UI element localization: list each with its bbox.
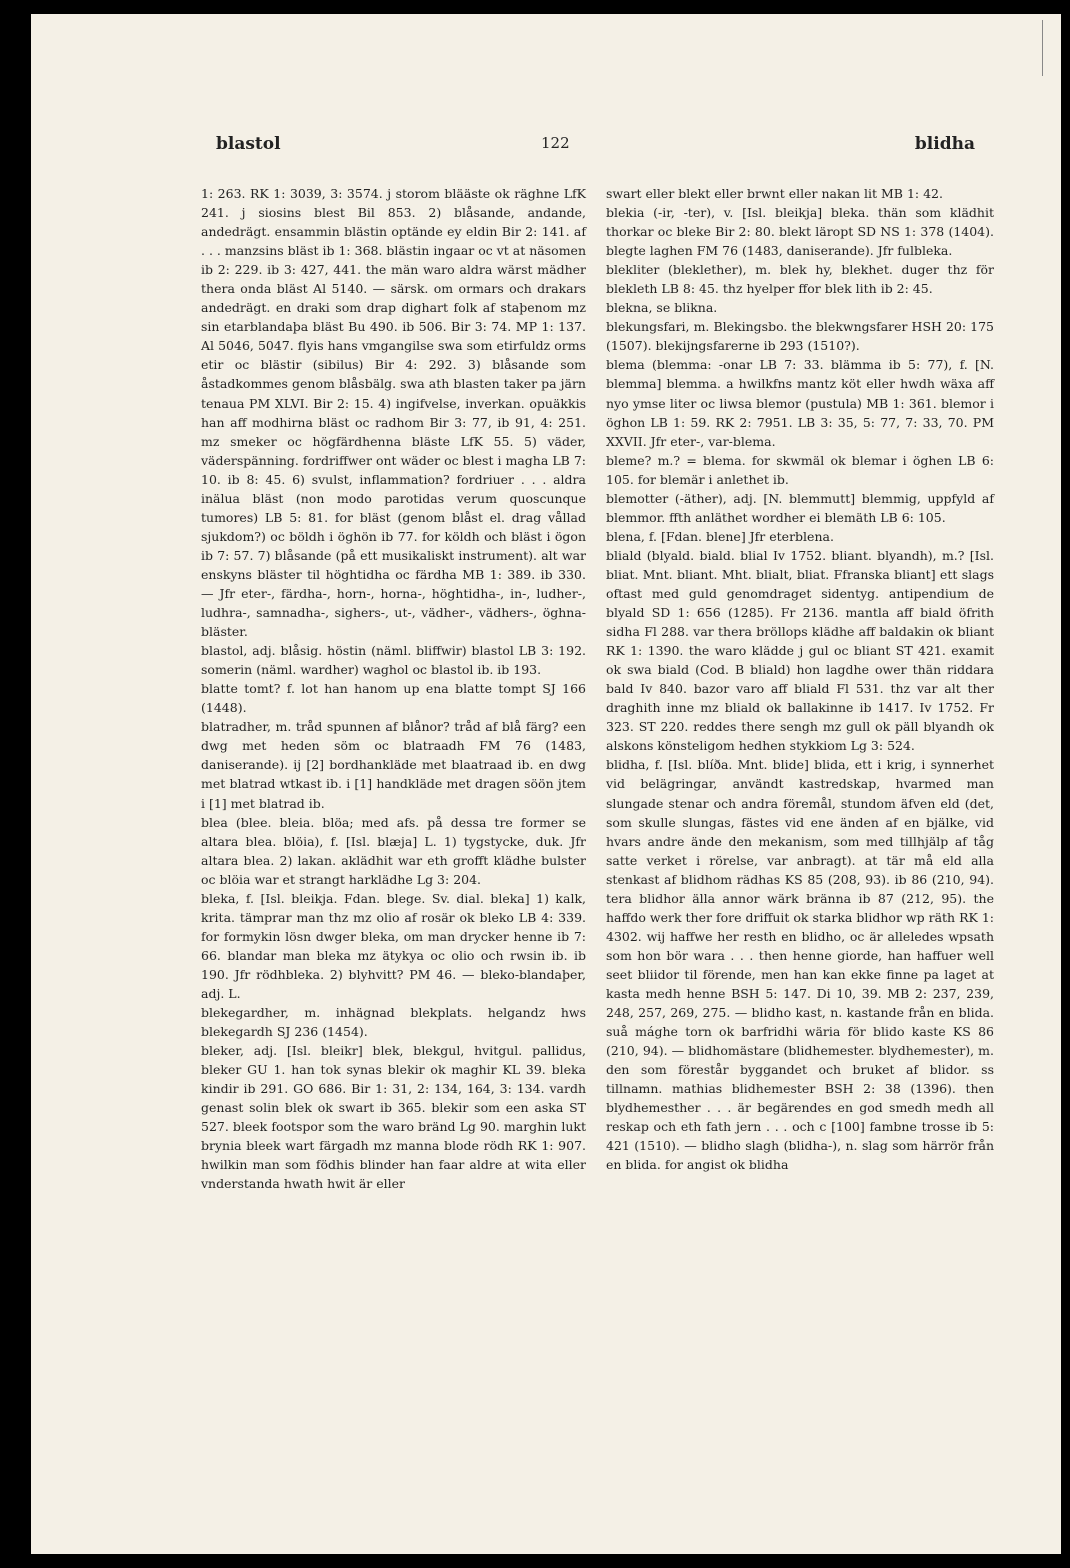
entry-paragraph: bleme? m.? = blema. for skwmäl ok blemar i öghen LB 6: 105. for blemär i anlethet ib. — [606, 452, 994, 487]
left-column — [201, 184, 586, 1193]
entry-paragraph: bliald (blyald. biald. blial Iv 1752. bliant. blyandh), m.? [Isl. bliat. Mnt. bliant. Mht. blialt, bliat. Ffranska bliant] ett slags oftast med guld genomdraget sidentyg. antipendium de blyald SD 1: 656 (1285). Fr 2136. mantla aff biald öfrith sidha Fl 288. var thera bröllops klädhe aff baldakin ok bliant RK 1: 1390. the waro klädde j gul oc bliant ST 421. examit ok swa biald (Cod. B bliald) hon lagdhe ower thän riddara bald Iv 840. bazor varo aff bliald Fl 531. thz var alt ther draghith inne mz bliald ok ballakinne ib 1417. Iv 1752. Fr 323. ST 220. reddes there sengh mz gull ok päll blyandh ok alskons könsteligom hedhen stykkiom Lg 3: 524. — [606, 547, 994, 754]
entry-paragraph: blekegardher, m. inhägnad blekplats. helgandz hws blekegardh SJ 236 (1454). — [201, 1005, 586, 1040]
entry-paragraph: blena, f. [Fdan. blene] Jfr eterblena. — [606, 528, 834, 544]
entry-paragraph: blidha, f. [Isl. blíða. Mnt. blide] blida, ett i krig, i synnerhet vid belägringar, användt kastredskap, hvarmed man slungade stenar och andra föremål, stundom äfven eld (det, som skulle slungas, fästes vid ene änden af en bjälke, vid hvars andre ände den mekanism, som med tillhjälp af tåg satte verket i rörelse, var anbragt). at tär må eld alla stenkast af blidhom rädhas KS 85 (208, 93). ib 86 (210, 94). tera blidhor älla annor wärk bränna ib 87 (212, 95). the haffdo werk ther fore driffuit ok starka blidhor wp räth RK 1: 4302. wij haffwe her resth en blidho, oc är alleledes wpsath som hon bör wara . . . then henne giorde, han haffuer well seet bliidor til förende, men han kan ekke finne pa laget at kasta medh henne BSH 5: 147. Di 10, 39. MB 2: 237, 239, 248, 257, 269, 275. — blidho kast, n. kastande från en blida. suå mághe torn ok barfridhi wäria för blido kaste KS 86 (210, 94). — blidhomästare (blidhemester. blydhemester), m. den som förestår byggandet och bruket af blidor. ss tillnamn. mathias blidhemester BSH 2: 38 (1396). then blydhemesther . . . är begärendes en god smedh medh all reskap och eth fath jern . . . och c [100] fambne trosse ib 5: 421 (1510). — blidho slagh (blidha-), n. slag som härrör från en blida. for angist ok blidha — [606, 757, 994, 1173]
entry-paragraph: blemotter (-äther), adj. [N. blemmutt] blemmig, uppfyld af blemmor. ffth anläthet wordher ei blemäth LB 6: 105. — [606, 490, 994, 525]
entry-paragraph: blastol, adj. blåsig. höstin (näml. bliffwir) blastol LB 3: 192. somerin (näml. wardher) waghol oc blastol ib. ib 193. — [201, 643, 586, 678]
running-head-right: blidha — [914, 134, 975, 154]
entry-paragraph: 1: 263. RK 1: 3039, 3: 3574. j storom blääste ok räghne LfK 241. j siosins blest Bil 853. 2) blåsande, andande, andedrägt. ensammin blästin optände ey eldin Bir 2: 141. af . . . manzsins bläst ib 1: 368. blästin ingaar oc vt at näsomen ib 2: 229. ib 3: 427, 441. the män waro aldra wärst mädher thera onda bläst Al 5140. — särsk. om ormars och drakars andedrägt. en draki som drap dighart folk af staþenom mz sin etarblandaþa bläst Bu 490. ib 506. Bir 3: 74. MP 1: 137. Al 5046, 5047. flyis hans vmgangilse swa som etirfuldz orms etir oc blästir (sibilus) Bir 4: 292. 3) blåsande som åstadkommes genom blåsbälg. swa ath blasten taker pa järn tenaua PM XLVI. Bir 2: 15. 4) ingifvelse, inverkan. opuäkkis han aff modhirna bläst oc radhom Bir 3: 77, ib 91, 4: 251. mz smeker oc högfärdhenna bläste LfK 55. 5) väder, väderspänning. fordriffwer ont wäder oc blest i magha LB 7: 10. ib 8: 45. 6) svulst, inflammation? fordriuer . . . aldra inälua bläst (non modo parotidas verum quoscunque tumores) LB 5: 81. for bläst (genom blåst el. drag vållad sjukdom?) oc böldh i öghön ib 77. for köldh och bläst i ögon ib 7: 57. 7) blåsande (på ett musikaliskt instrument). alt war enskyns bläster til höghtidha oc färdha MB 1: 389. ib 330. — Jfr eter-, färdha-, horn-, horna-, höghtidha-, in-, ludher-, ludhra-, samnadha-, sighers-, ut-, vädher-, vädhers-, öghna-bläster. — [201, 186, 586, 640]
running-head-left: blastol — [216, 134, 281, 154]
entry-paragraph: bleker, adj. [Isl. bleikr] blek, blekgul, hvitgul. pallidus, bleker GU 1. han tok synas blekir ok maghir KL 39. bleka kindir ib 291. GO 686. Bir 1: 31, 2: 134, 164, 3: 134. vardh genast solin blek ok swart ib 365. blekir som een aska ST 527. bleek footspor som the waro bränd Lg 90. marghin lukt brynia bleek wart färgadh mz manna blode rödh RK 1: 907. hwilkin man som födhis blinder han faar aldre at wita eller vnderstanda hwath hwit är eller — [201, 1043, 586, 1192]
entry-paragraph: blekliter (bleklether), m. blek hy, blekhet. duger thz för blekleth LB 8: 45. thz hyelper ffor blek lith ib 2: 45. — [606, 262, 994, 297]
entry-paragraph: blema (blemma: -onar LB 7: 33. blämma ib 5: 77), f. [N. blemma] blemma. a hwilkfns mantz köt eller hwdh wäxa aff nyo ymse liter oc liwsa blemor (pustula) MB 1: 361. blemor i öghon LB 1: 59. RK 2: 7951. LB 3: 35, 5: 77, 7: 33, 70. PM XXVII. Jfr eter-, var-blema. — [606, 357, 994, 449]
entry-paragraph: blatte tomt? f. lot han hanom up ena blatte tompt SJ 166 (1448). — [201, 681, 586, 716]
entry-paragraph: swart eller blekt eller brwnt eller nakan lit MB 1: 42. — [606, 186, 943, 201]
entry-paragraph: blekna, se blikna. — [606, 300, 718, 316]
entry-paragraph: blatradher, m. tråd spunnen af blånor? tråd af blå färg? een dwg met heden söm oc blatraadh FM 76 (1483, daniserande). ij [2] bordhankläde met blaatraad ib. en dwg met blatrad wtkast ib. i [1] handkläde met dragen söön jtem i [1] met blatrad ib. — [201, 719, 586, 811]
entry-paragraph: blea (blee. bleia. blöa; med afs. på dessa tre former se altara blea. blöia), f. [Isl. blæja] L. 1) tygstycke, duk. Jfr altara blea. 2) lakan. aklädhit war eth grofft klädhe bulster oc blöia war et strangt harklädhe Lg 3: 204. — [201, 814, 586, 887]
entry-paragraph: bleka, f. [Isl. bleikja. Fdan. blege. Sv. dial. bleka] 1) kalk, krita. tämprar man thz mz olio af rosär ok bleko LB 4: 339. for formykin lösn dwger bleka, om man drycker henne ib 7: 66. blandar man bleka mz ätykya oc olio och rwsin ib. ib 190. Jfr rödhbleka. 2) blyhvitt? PM 46. — bleko-blandaþer, adj. L. — [201, 890, 586, 1001]
page-edge-tab — [1042, 20, 1061, 76]
right-column — [606, 184, 994, 1174]
page-number: 122 — [541, 134, 570, 152]
entry-paragraph: blekungsfari, m. Blekingsbo. the blekwngsfarer HSH 20: 175 (1507). blekijngsfarerne ib 293 (1510?). — [606, 319, 994, 354]
entry-paragraph: blekia (-ir, -ter), v. [Isl. bleikja] bleka. thän som klädhit thorkar oc bleke Bir 2: 80. blekt läropt SD NS 1: 378 (1404). blegte laghen FM 76 (1483, daniserande). Jfr fulbleka. — [606, 205, 994, 259]
dictionary-page — [31, 14, 1061, 1554]
